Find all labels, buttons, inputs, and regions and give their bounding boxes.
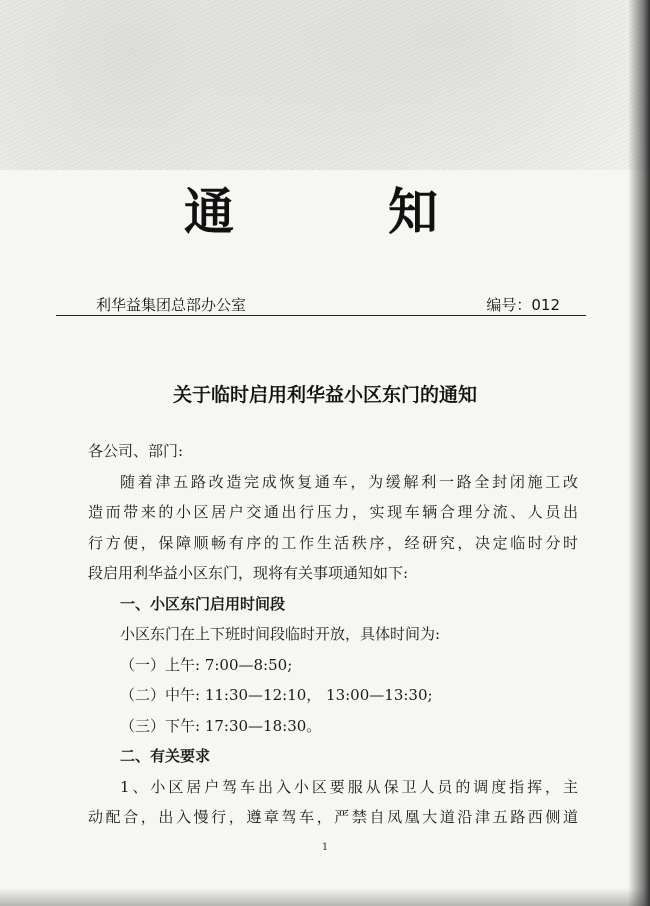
intro-line: 随着津五路改造完成恢复通车，为缓解利一路全封闭施工改 [120, 472, 578, 491]
notice-body [88, 436, 578, 833]
scan-bottom-shadow [0, 888, 650, 906]
notice-heading-char-1: 通 [184, 182, 234, 241]
header-divider [56, 315, 586, 316]
section-heading-opening-hours: 一、小区东门启用时间段 [120, 594, 286, 613]
intro-line: 段启用利华益小区东门，现将有关事项通知如下: [88, 564, 409, 582]
notice-heading-char-2: 知 [388, 182, 438, 241]
section-intro: 小区东门在上下班时间段临时开放，具体时间为: [120, 625, 441, 643]
requirement-line: 1、小区居户驾车出入小区要服从保卫人员的调度指挥，主 [120, 777, 578, 796]
section-heading-requirements: 二、有关要求 [120, 747, 211, 765]
scan-edge-shadow [628, 0, 650, 906]
intro-line: 行方便，保障顺畅有序的工作生活秩序，经研究，决定临时分时 [88, 533, 578, 552]
intro-line: 造而带来的小区居户交通出行压力，实现车辆合理分流、人员出 [88, 503, 578, 521]
issuing-office: 利华益集团总部办公室 [96, 296, 247, 314]
schedule-item: （三）下午: 17:30—18:30。 [120, 716, 322, 735]
notice-heading [170, 172, 470, 241]
requirement-line: 动配合，出入慢行，遵章驾车，严禁自凤凰大道沿津五路西侧道 [88, 808, 578, 826]
notice-subject: 关于临时启用利华益小区东门的通知 [172, 384, 477, 406]
issuer-row [64, 292, 584, 316]
document-number: 编号：012 [486, 296, 560, 314]
page-number: 1 [321, 842, 329, 853]
schedule-item: （二）中午: 11:30—12:10， 13:00—13:30; [120, 686, 433, 704]
scan-noise [0, 0, 650, 170]
salutation: 各公司、部门: [88, 442, 184, 460]
schedule-item: （一）上午: 7:00—8:50; [120, 655, 293, 674]
